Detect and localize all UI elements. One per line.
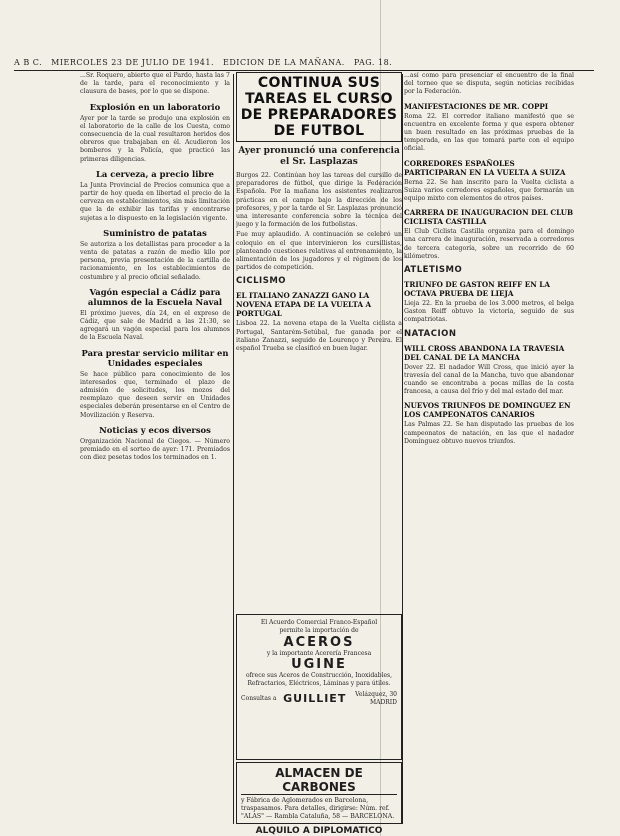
ad-aceros-contact [241,691,397,707]
col3-body-4: Lieja 22. En la prueba de los 3.000 metros, el belga Gaston Reiff obtuvo la victoria, seguido de sus compatriotas. [404,300,574,324]
header-date: MIERCOLES 23 DE JULIO DE 1941. [51,58,214,67]
column-right [404,72,574,812]
column-middle [236,72,402,612]
col3-headline-1: MANIFESTACIONES DE MR. COPPI [404,101,549,111]
ad-aceros-line2: permite la importación de [279,626,359,634]
col1-body-5: Se hace público para conocimiento de los interesados que, terminado el plazo de admisión de solicitudes, los mozos del reemplazo que deseen servir en Unidades especiales deberán presentarse en el Centro de Movilización y Reserva. [80,370,230,419]
col1-headline-1: Explosión en un laboratorio [89,101,221,112]
page-header [14,58,594,70]
col1-headline-6: Noticias y ecos diversos [99,424,211,435]
main-body-1: Burgos 22. Continúan hoy las tareas del cursillo de preparadores de fútbol, que dirige la Federación Española. Por la mañana los asistentes realizaron prácticas en el campo bajo la dirección de los profesores, y por la tarde el Sr. Lasplazas pronunció una interesante conferencia sobre la técnica del juego y la formación de los futbolistas. [236,172,402,229]
col1-headline-5: Para prestar servicio militar en Unidades especiales [81,347,229,368]
column-rule-2 [402,74,403,824]
col3-headline-6: NUEVOS TRIUNFOS DE DOMINGUEZ EN LOS CAMPEONATOS CANARIOS [404,401,571,420]
col1-body-4: El próximo jueves, día 24, en el expreso de Cádiz, que sale de Madrid a las 21:30, se agregará un vagón especial para los alumnos de la Escuela Naval. [80,309,230,342]
col1-body-1: Ayer por la tarde se produjo una explosión en el laboratorio de la calle de los Cuesta, como consecuencia de la cual resultaron heridos dos obreros que trabajaban en él. Acudieron los bomberos y la Policía, que practicó las primeras diligencias. [80,114,230,163]
col1-headline-3: Suministro de patatas [103,227,207,238]
col1-body-6: Organización Nacional de Ciegos. — Número premiado en el sorteo de ayer: 171. Premiados con diez pesetas todos los terminados en 1. [80,437,230,462]
ad-aceros-line1: El Acuerdo Comercial Franco-Español [260,619,378,626]
ad-aceros-line3: y la importante Acerería Francesa [266,649,372,657]
ad-ugine-brand: UGINE [291,657,347,673]
header-edition: EDICION DE LA MAÑANA. [223,58,345,67]
col3-intro: ...así como para presenciar el encuentro de la final del torneo que se disputa, según noticias recibidas por la Federación. [404,72,574,96]
ad-consult-label: Consultas a [241,694,277,702]
ad-agent-name: GUILLIET [283,691,347,705]
ad-carbones-body: y Fábrica de Aglomerados en Barcelona, traspasamos. Para detalles, dirigirse: Núm. ref. "ALAS" — Rambla Cataluña, 58 — BARCELONA. [241,797,395,820]
section-atletismo: ATLETISMO [404,265,463,276]
col3-body-5: Dover 22. El nadador Will Cross, que inició ayer la travesía del canal de la Mancha, tuvo que abandonar cuando se encontraba a pocas millas de la costa francesa, a causa del frío y del mal estado del mar. [404,363,574,396]
ad-alquilo-title: ALQUILO A DIPLOMATICO [255,826,383,836]
masthead: A B C. [14,58,43,67]
col3-headline-3: CARRERA DE INAUGURACION DEL CLUB CICLISTA CASTILLA [404,208,574,227]
col1-headline-4: Vagón especial a Cádiz para alumnos de la Escuela Naval [87,286,223,307]
column-rule-1 [233,74,234,824]
col1-intro: ...Sr. Roquero, abierto que el Pardo, hasta las 7 de la tarde, para el reconocimiento y la clausura de bases, por lo que se dispone. [80,72,230,96]
section-ciclismo: CICLISMO [236,276,287,287]
col1-body-2: La Junta Provincial de Precios comunica que a partir de hoy queda en libertad el precio de la cerveza en establecimientos, sin más limitación que la de exhibir las tarifas y encontrarse sujetas a lo dispuesto en la legislación vigente. [80,181,230,222]
col3-headline-4: TRIUNFO DE GASTON REIFF EN LA OCTAVA PRUEBA DE LIEJA [404,280,550,299]
ad-aceros [236,614,402,760]
ad-alquilo [236,826,402,836]
col3-headline-5: WILL CROSS ABANDONA LA TRAVESIA DEL CANAL DE LA MANCHA [404,343,565,362]
col1-body-3: Se autoriza a los detallistas para proceder a la venta de patatas a razón de medio kilo por persona, previa presentación de la cartilla de racionamiento, en los establecimientos de costumbre y al precio oficial señalado. [80,240,230,281]
col2-article-title: EL ITALIANO ZANAZZI GANO LA NOVENA ETAPA DE LA VUELTA A PORTUGAL [236,291,372,319]
col3-body-6: Las Palmas 22. Se han disputado las pruebas de los campeonatos de natación, en las que el nadador Domínguez obtuvo nuevos triunfos. [404,421,574,445]
main-headline: CONTINUA SUS TAREAS EL CURSO DE PREPARADORES DE FUTBOL [236,72,402,142]
col3-body-1: Roma 22. El corredor italiano manifestó que se encuentra en excelente forma y que espera obtener un buen resultado en las próximas pruebas de la temporada, en las que tomará parte con el equipo oficial. [404,112,574,153]
main-body-2: Fue muy aplaudido. A continuación se celebró un coloquio en el que intervinieron los cursillistas, planteando cuestiones relativas al entrenamiento, la alimentación de los jugadores y el régimen de los partidos de competición. [236,231,402,272]
col3-headline-2: CORREDORES ESPAÑOLES PARTICIPARAN EN LA VUELTA A SUIZA [404,158,566,177]
ad-carbones-title: ALMACEN DE CARBONES [241,766,397,795]
main-subhead: Ayer pronunció una conferencia el Sr. Lasplazas [238,146,400,167]
ad-agent-address: Velázquez, 30 MADRID [355,690,397,706]
column-left [80,72,230,792]
col1-headline-2: La cerveza, a precio libre [96,168,214,179]
ad-aceros-line4: ofrece sus Aceros de Construcción, Inoxidables, Refractarios, Eléctricos, Láminas y para útiles. [245,672,393,688]
ad-aceros-brand: ACEROS [283,634,355,650]
header-page: PAG. 18. [353,58,393,67]
ad-carbones [236,762,402,824]
col3-body-2: Berna 22. Se han inscrito para la Vuelta ciclista a Suiza varios corredores españoles, que formarán un equipo mixto con elementos de otros países. [404,178,574,203]
col3-body-3: El Club Ciclista Castilla organiza para el domingo una carrera de inauguración, reservada a corredores de tercera categoría, sobre un recorrido de 60 kilómetros. [404,228,574,260]
section-natacion: NATACION [404,328,457,339]
header-rule [14,70,594,71]
col2-article-body: Lisboa 22. La novena etapa de la Vuelta ciclista a Portugal, Santarém-Setúbal, fue ganada por el italiano Zanazzi, seguido de Lourenço y Pereira. El español Trueba se clasificó en buen lugar. [236,320,402,353]
